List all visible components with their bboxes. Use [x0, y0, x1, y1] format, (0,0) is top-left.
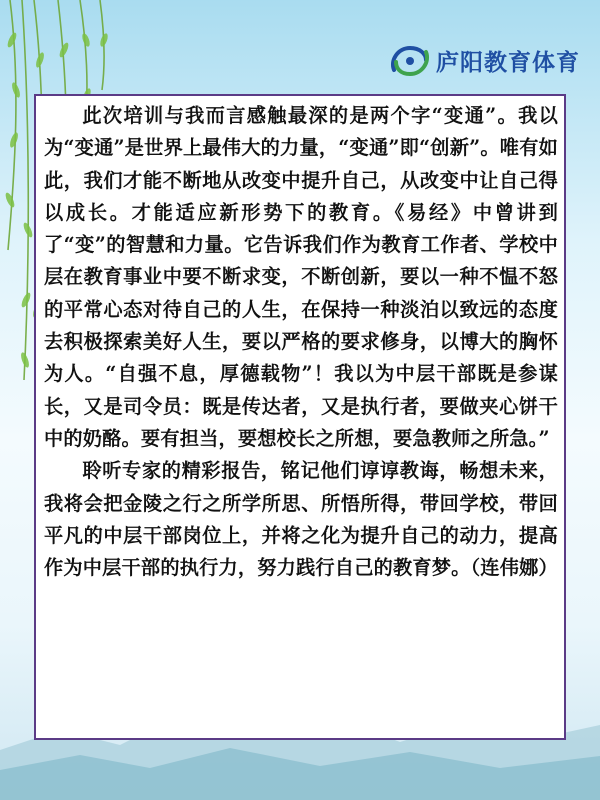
- site-logo: [388, 42, 580, 78]
- article-paragraph-2: 聆听专家的精彩报告，铭记他们谆谆教诲，畅想未来，我将会把金陵之行之所学所思、所悟所得，带回学校，带回平凡的中层干部岗位上，并将之化为提升自己的动力，提高作为中层干部的执行力，努力践行自己的教育梦。（连伟娜）: [44, 459, 558, 580]
- logo-text: 庐阳教育体育: [436, 49, 580, 76]
- article-panel: [34, 94, 566, 740]
- swirl-logo-icon: [388, 42, 432, 78]
- article-paragraph-1: 此次培训与我而言感触最深的是两个字“变通”。我以为“变通”是世界上最伟大的力量，“变通”即“创新”。唯有如此，我们才能不断地从改变中提升自己，从改变中让自己得以成长。才能适应新形势下的教育。《易经》中曾讲到了“变”的智慧和力量。它告诉我们作为教育工作者、学校中层在教育事业中要不断求变，不断创新，要以一种不愠不怒的平常心态对待自己的人生，在保持一种淡泊以致远的态度去积极探索美好人生，要以严格的要求修身，以博大的胸怀为人。“自强不息，厚德载物”！我以为中层干部既是参谋长，又是司令员：既是传达者，又是执行者，要做夹心饼干中的奶酪。要有担当，要想校长之所想，要急教师之所急。”: [44, 104, 558, 450]
